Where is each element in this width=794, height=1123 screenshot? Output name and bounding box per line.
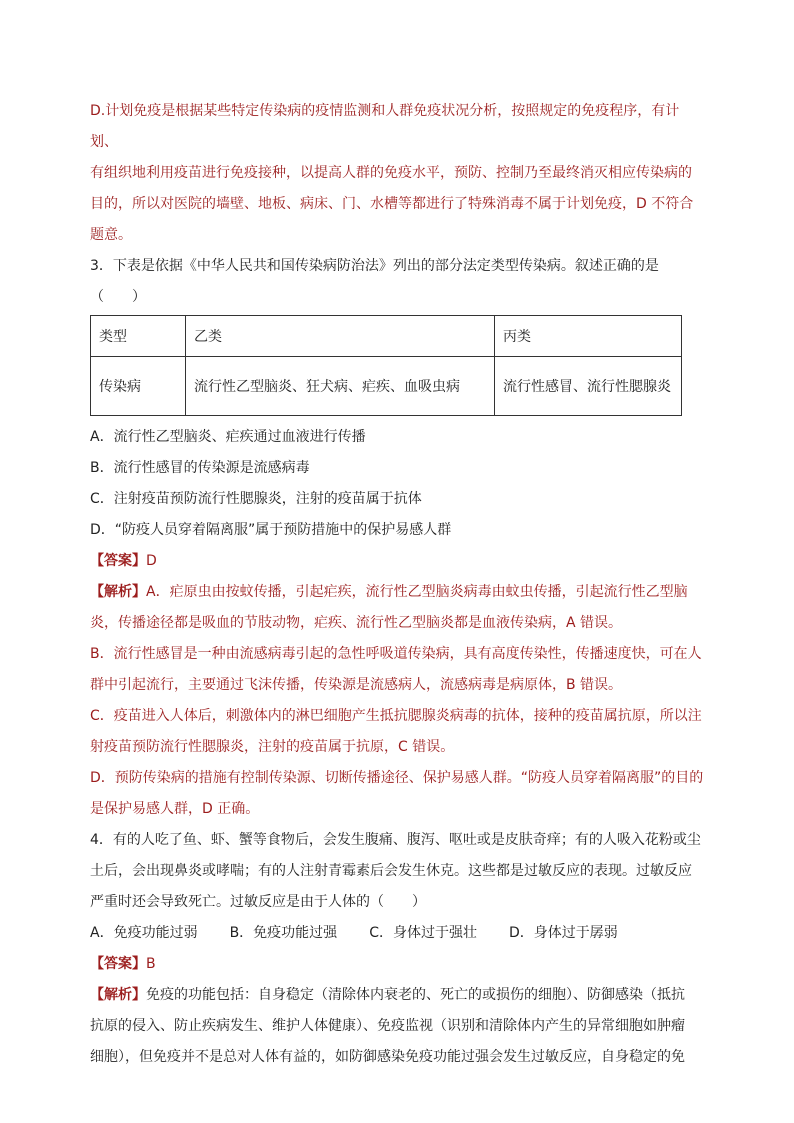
answer-value: D [146,553,157,569]
q3-option-b: B．流行性感冒的传染源是流感病毒 [90,460,310,476]
q3-analysis-line [90,577,704,608]
q3-analysis-line: 群中引起流行，主要通过飞沫传播，传染源是流感病人，流感病毒是病原体，B 错误。 [90,677,623,693]
q4-stem-line: 严重时还会导致死亡。过敏反应是由于人体的（ ） [90,894,426,910]
analysis-tag: 【解析】 [90,987,146,1003]
q2-analysis-line: D.计划免疫是根据某些特定传染病的疫情监测和人群免疫状况分析，按照规定的免疫程序，有计划、 [90,103,680,150]
table-row [91,357,682,416]
q4-option-c: C．身体过于强壮 [369,925,477,941]
q3-option-c: C．注射疫苗预防流行性腮腺炎，注射的疫苗属于抗体 [90,491,422,507]
q3-analysis-line: 射疫苗预防流行性腮腺炎，注射的疫苗属于抗原，C 错误。 [90,739,455,755]
q3-analysis-line: C．疫苗进入人体后，刺激体内的淋巴细胞产生抵抗腮腺炎病毒的抗体，接种的疫苗属抗原，所以注 [90,708,702,724]
q4-option-a: A．免疫功能过弱 [90,925,198,941]
table-header-cell: 丙类 [495,316,682,357]
q3-option-a: A．流行性乙型脑炎、疟疾通过血液进行传播 [90,429,366,445]
table-header-cell: 类型 [91,316,186,357]
table-header-row [91,316,682,357]
q3-analysis-line: 炎，传播途径都是吸血的节肢动物，疟疾、流行性乙型脑炎都是血液传染病，A 错误。 [90,615,623,631]
q3-option-d: D．“防疫人员穿着隔离服”属于预防措施中的保护易感人群 [90,522,452,538]
q4-option-d: D．身体过于孱弱 [508,925,618,941]
analysis-text: A．疟原虫由按蚊传播，引起疟疾，流行性乙型脑炎病毒由蚊虫传播，引起流行性乙型脑 [146,584,688,600]
answer-value: B [146,956,156,972]
q3-stem: 3．下表是依据《中华人民共和国传染病防治法》列出的部分法定类型传染病。叙述正确的是（ ） [90,258,659,305]
q3-analysis-line: B．流行性感冒是一种由流感病毒引起的急性呼吸道传染病，具有高度传染性，传播速度快，可在人 [90,646,702,662]
analysis-text: 免疫的功能包括：自身稳定（清除体内衰老的、死亡的或损伤的细胞）、防御感染（抵抗 [146,987,685,1003]
q3-answer [90,546,704,577]
q4-analysis-line [90,980,704,1011]
q4-option-b: B．免疫功能过强 [229,925,338,941]
q4-analysis-line: 细胞），但免疫并不是总对人体有益的，如防御感染免疫功能过强会发生过敏反应，自身稳定的免 [90,1049,685,1065]
disease-table [90,315,682,416]
q3-analysis-line: 是保护易感人群，D 正确。 [90,801,260,817]
document-body [90,96,704,1073]
table-cell: 流行性乙型脑炎、狂犬病、疟疾、血吸虫病 [186,357,495,416]
analysis-tag: 【解析】 [90,584,146,600]
q4-answer [90,949,704,980]
table-cell: 流行性感冒、流行性腮腺炎 [495,357,682,416]
answer-tag: 【答案】 [90,553,146,569]
table-cell: 传染病 [91,357,186,416]
q4-stem-line: 土后，会出现鼻炎或哮喘；有的人注射青霉素后会发生休克。这些都是过敏反应的表现。过敏反应 [90,863,692,879]
q4-options [90,918,704,949]
answer-tag: 【答案】 [90,956,146,972]
q4-analysis-line: 抗原的侵入、防止疾病发生、维护人体健康）、免疫监视（识别和清除体内产生的异常细胞如肿瘤 [90,1018,685,1034]
q2-analysis-line: 有组织地利用疫苗进行免疫接种，以提高人群的免疫水平，预防、控制乃至最终消灭相应传染病的 [90,165,692,181]
q2-analysis-line: 题意。 [90,227,132,243]
q2-analysis-line: 目的，所以对医院的墙壁、地板、病床、门、水槽等都进行了特殊消毒不属于计划免疫，D 不符合 [90,196,694,212]
table-header-cell: 乙类 [186,316,495,357]
q3-analysis-line: D．预防传染病的措施有控制传染源、切断传播途径、保护易感人群。“防疫人员穿着隔离服”的目的 [90,770,704,786]
q4-stem-line: 4．有的人吃了鱼、虾、蟹等食物后，会发生腹痛、腹泻、呕吐或是皮肤奇痒；有的人吸入花粉或尘 [90,832,701,848]
